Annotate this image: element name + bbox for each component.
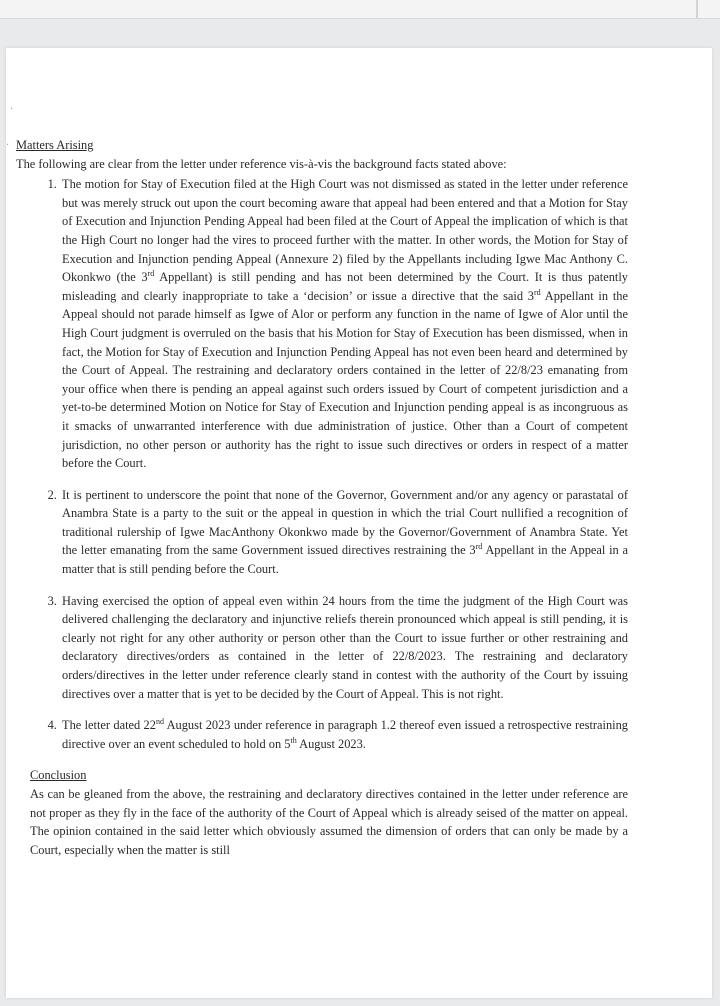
conclusion-heading: Conclusion bbox=[30, 768, 87, 783]
conclusion-section bbox=[16, 766, 628, 859]
point-4: 4. The letter dated 22nd August 2023 under reference in paragraph 1.2 thereof even issued a retrospective restraining directive over an event scheduled to hold on 5th August 2023. bbox=[60, 716, 628, 753]
intro-paragraph: The following are clear from the letter under reference vis-à-vis the background facts stated above: bbox=[16, 156, 507, 171]
viewer-top-strip bbox=[0, 0, 720, 19]
margin-mark: · bbox=[10, 104, 14, 115]
document-body bbox=[16, 136, 628, 859]
matters-arising-heading: Matters Arising bbox=[16, 138, 94, 152]
margin-mark: · bbox=[6, 140, 10, 151]
viewer-edge bbox=[696, 0, 698, 18]
point-1: 1. The motion for Stay of Execution filed at the High Court was not dismissed as stated in the letter under reference but was merely struck out upon the court becoming aware that appeal had been entered and that a Motion for Stay of Execution and Injunction Pending Appeal had been filed at the Court of Appeal the implication of which is that the High Court no longer had the vires to proceed further with the matter. In other words, the Motion for Stay of Execution and Injunction pending Appeal (Annexure 2) filed by the Appellants including Igwe Mac Anthony C. Okonkwo (the 3rd Appellant) is still pending and has not been determined by the Court. It is thus patently misleading and clearly inappropriate to take a ‘decision’ or issue a directive that the said 3rd Appellant in the Appeal should not parade himself as Igwe of Alor or perform any function in the name of Igwe of Alor until the High Court judgment is overruled on the basis that his Motion for Stay of Execution has been dismissed, when in fact, the Motion for Stay of Execution and Injunction Pending Appeal has not even been heard and determined by the Court of Appeal. The restraining and declaratory orders contained in the letter of 22/8/23 emanating from your office when there is pending an appeal against such orders issued by Court of competent jurisdiction and a yet-to-be determined Motion on Notice for Stay of Execution and Injunction pending appeal is as incongruous as it smacks of unwarranted interference with due administration of justice. Other than a Court of competent jurisdiction, no other person or authority has the right to issue such directives or orders in respect of a matter before the Court. bbox=[60, 175, 628, 473]
point-2: 2. It is pertinent to underscore the point that none of the Governor, Government and/or any agency or parastatal of Anambra State is a party to the suit or the appeal in question in which the trial Court nullified a recognition of traditional rulership of Igwe MacAnthony Okonkwo made by the Governor/Government of Anambra State. Yet the letter emanating from the same Government issued directives restraining the 3rd Appellant in the Appeal in a matter that is still pending before the Court. bbox=[60, 486, 628, 579]
conclusion-paragraph: As can be gleaned from the above, the restraining and declaratory directives contained in the letter under reference are not proper as they fly in the face of the authority of the Court of Appeal which is already seised of the matter on appeal. The opinion contained in the said letter which obviously assumed the dimension of orders that can only be made by a Court, especially when the matter is still bbox=[30, 787, 628, 857]
numbered-points-list bbox=[16, 175, 628, 753]
point-3: 3. Having exercised the option of appeal even within 24 hours from the time the judgment of the High Court was delivered challenging the declaratory and injunctive reliefs therein pronounced which appeal is still pending, it is clearly not right for any other authority or person other than the Court to issue further or other restraining and declaratory directives/orders as contained in the letter of 22/8/2023. The restraining and declaratory orders/directives in the letter under reference clearly stand in contest with the authority of the Court by issuing directives over a matter that is yet to be decided by the Court of Appeal. This is not right. bbox=[60, 592, 628, 704]
